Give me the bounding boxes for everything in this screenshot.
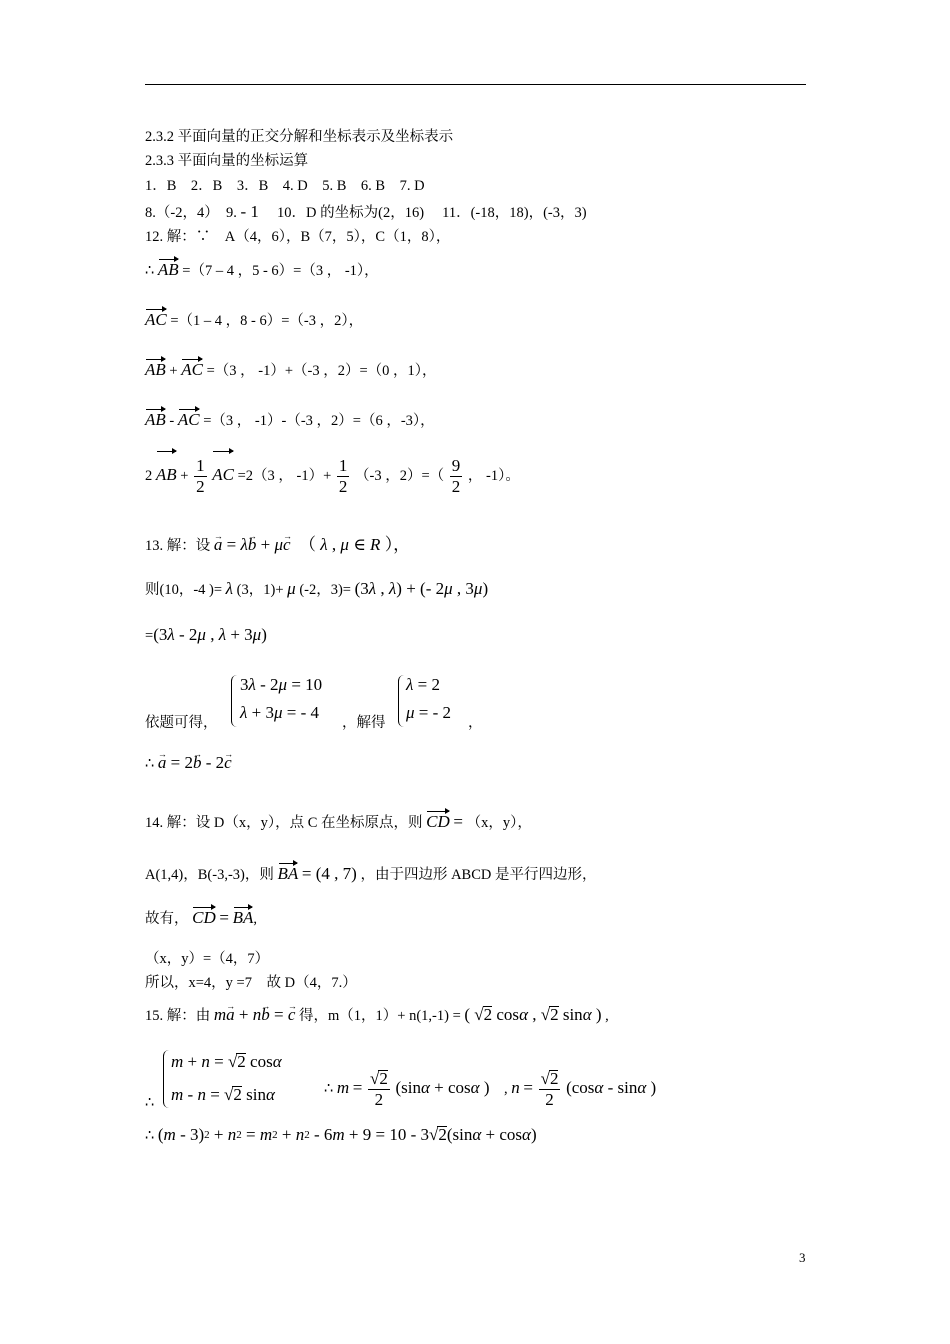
fraction-root2-over-2: $\frac{√2}{2}$	[369, 1069, 388, 1110]
fraction-root2-over-2: $\frac{√2}{2}$	[540, 1069, 559, 1110]
q13-vector-equation: a → = λb → + μc → （ λ , μ ∈ R ），	[214, 535, 410, 554]
section-heading-2-3-2: 2.3.2 平面向量的正交分解和坐标表示及坐标表示	[145, 129, 454, 145]
q15-final-expression: ∴ $(m - 3)^2 + n^2 = m^2 + n^2 - 6m + 9 = 10 - 3√2(\sin\alpha + \cos\alpha)$	[145, 1125, 537, 1144]
comma: ，	[468, 715, 483, 731]
header-rule	[145, 84, 806, 85]
vector-ba: BA	[277, 864, 299, 883]
q12-linear-combination: 2 AB + $\frac{1}{2}$ AC =2（3 ， -1）+ $\frac{1}{2}$ （-3 ，2）=（ $\frac{9}{2}$ ， -1）。	[145, 450, 520, 498]
page-number: 3	[799, 1250, 806, 1265]
q13-solution-lambda: λ = 2	[406, 675, 440, 694]
therefore-symbol: ∴	[145, 1095, 155, 1111]
q12-vector-ac: AC =（1 – 4 ，8 - 6）=（-3 ，2），	[145, 310, 364, 329]
fraction-one-half: $\frac{1}{2}$	[196, 456, 205, 497]
q13-solution-mu: μ = - 2	[406, 703, 452, 722]
vector-ab: AB	[145, 410, 166, 429]
q13-heading: 13. 解：设 a → = λb → + μc → （ λ , μ ∈ R ），	[145, 536, 410, 555]
q14-xy: （x，y）=（4，7）	[145, 951, 270, 967]
q12-vector-difference: AB - AC =（3 ， -1）-（-3 ，2）=（6 ，-3），	[145, 410, 435, 429]
answers-10-11-text: 10．D 的坐标为(2，16) 11．(-18，18)，(-3，3)	[262, 205, 587, 221]
vector-ab: AB	[145, 360, 166, 379]
q12-vector-ab: ∴ AB =（7 – 4 ，5 - 6）=（3 ， -1），	[145, 260, 379, 279]
vector-cd: CD	[426, 812, 450, 831]
q12-vector-sum: AB + AC =（3 ， -1）+（-3 ，2）=（0 ，1），	[145, 360, 437, 379]
q13-conditions-label: 依题可得，	[145, 715, 218, 731]
q14-points: A(1,4)，B(-3,-3)，则 BA = (4 , 7) ，由于四边形 ABCD 是平行四边形，	[145, 864, 597, 883]
q13-result: ∴ a → = 2b → - 2c →	[145, 754, 232, 773]
vector-ab: AB	[157, 260, 179, 279]
vector-cd: CD	[192, 908, 216, 927]
q14-final: 所以，x=4，y =7 故 D（4，7.）	[145, 975, 357, 991]
answers-1-7: 1．B 2．B 3．B 4. D 5. B 6. B 7. D	[145, 178, 425, 194]
left-brace	[398, 675, 404, 727]
q15-heading: 15. 解：由 ma → + nb → = c → 得，m（1，1）+ n(1,-1) = ( √2 cosα , √2 sinα ) ,	[145, 1006, 609, 1025]
q13-then: 则(10，-4 )= λ (3，1)+ μ (-2，3)= (3λ , λ) + (- 2μ , 3μ)	[145, 579, 489, 598]
vector-ba: BA	[232, 908, 254, 927]
q13-combined: =(3λ - 2μ , λ + 3μ)	[145, 625, 267, 644]
answers-8-11	[145, 203, 587, 222]
q15-equation-1: m + n = √2 cosα	[171, 1052, 282, 1071]
q15-equation-2: m - n = √2 sinα	[171, 1085, 275, 1104]
section-heading-2-3-3: 2.3.3 平面向量的坐标运算	[145, 153, 309, 169]
q13-equation-1: 3λ - 2μ = 10	[240, 675, 323, 694]
fraction-nine-halves: $\frac{9}{2}$	[451, 456, 461, 497]
vector-ac: AC	[145, 310, 167, 329]
vector-ac: AC	[177, 410, 200, 429]
q12-heading: 12. 解：∵ A（4，6），B（7，5），C（1，8），	[145, 229, 451, 245]
vector-ac: AC	[181, 360, 203, 379]
answers-8-9-text: 8.（-2，4） 9.	[145, 205, 237, 221]
q13-equation-2: λ + 3μ = - 4	[240, 703, 320, 722]
vector-ac: AC	[212, 450, 234, 497]
left-brace	[231, 675, 237, 727]
fraction-one-half: $\frac{1}{2}$	[338, 456, 348, 497]
vector-ab: AB	[156, 450, 177, 497]
q15-solution-m-n: ∴ m = $\frac{√2}{2}$ (sinα + cosα ) , n = $\frac{√2}{2}$ (cosα - sinα )	[324, 1069, 657, 1110]
q14-heading: 14. 解：设 D（x，y），点 C 在坐标原点，则 CD = （x，y），	[145, 812, 532, 831]
left-brace	[163, 1050, 169, 1108]
q13-solve-label: ，解得	[342, 715, 386, 731]
q14-so: 故有， CD = BA,	[145, 908, 257, 927]
answer-9-value: - 1	[240, 202, 259, 221]
